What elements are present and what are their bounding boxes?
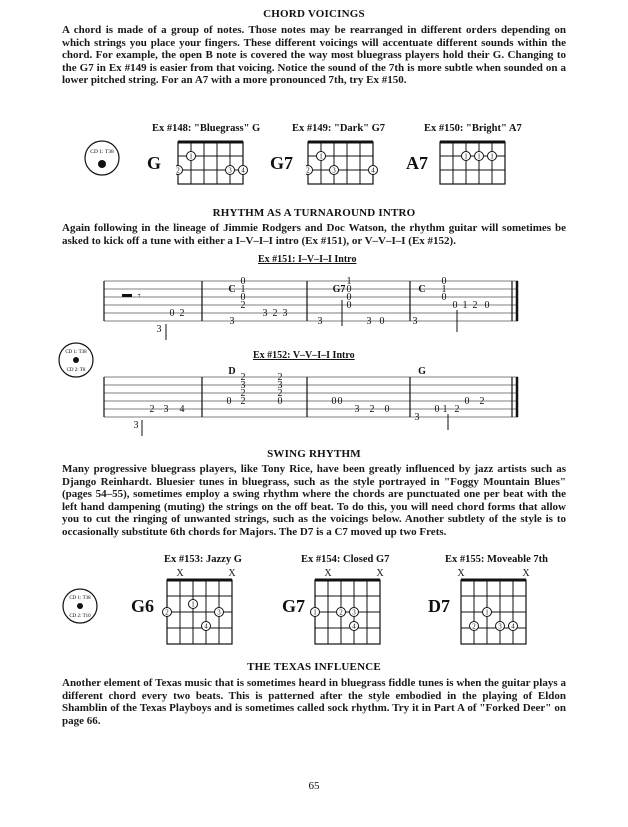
paragraph-texas-influence: Another element of Texas music that is sometimes heard in bluegrass fiddle tunes is when the guitar plays a different chord every two beats. This is patterned after the style embodied in the playing of Eldon Shamblin of the Texas Playboys and is sometimes called sock rhythm. Try it in Part A of "Forked Deer" on page 66. [62,677,566,727]
chord-diagram-g [176,140,248,188]
section-title-texas-influence: THE TEXAS INFLUENCE [247,661,381,673]
svg-text:3: 3 [240,380,246,391]
tab-chord-d: D [228,366,236,377]
svg-text:1: 1 [189,152,193,161]
svg-text:2: 2 [277,372,283,383]
svg-text:1: 1 [462,300,468,311]
svg-text:1: 1 [319,152,323,161]
svg-text:2: 2 [240,388,246,399]
svg-text:4: 4 [241,166,245,175]
cd-icon-3 [62,588,98,624]
svg-text:4: 4 [511,622,515,631]
tab-chord-c: C [228,284,236,295]
svg-text:3: 3 [366,316,372,327]
chord-name-g6: G6 [131,596,155,616]
svg-text:0: 0 [434,404,440,415]
example-label-150: Ex #150: "Bright" A7 [424,123,522,134]
chord-diagram-a7 [438,140,510,188]
svg-text:3: 3 [163,404,169,415]
svg-text:0: 0 [346,284,352,295]
svg-text:1: 1 [464,152,468,161]
paragraph-swing-rhythm: Many progressive bluegrass players, like Tony Rice, have been greatly influenced by jazz artists such as Django Reinhardt. Bluesier tunes in bluegrass, such as the style portrayed in "Foggy Mountain Blues" (pages 54–55), sometimes employ a swing rhythm where the chords are punctuated one per beat with the left hand dampening (muting) the strings on the off beat. To do this, you will need chord forms that allow you to cut the ringing of unwanted strings, such as the voicings below. Another subtlety of the style is to occasionally substitute 6th chords for Majors. The D7 is a C7 moved up two Frets. [62,463,566,538]
svg-text:1: 1 [191,600,195,609]
chord-diagram-g7-closed [310,566,390,648]
svg-text:2: 2 [240,300,246,311]
svg-text:2: 2 [179,308,185,319]
tab-chord-c-2: C [418,284,426,295]
svg-text:X: X [522,568,530,579]
tab-staff-152 [102,362,520,440]
svg-text:2: 2 [306,166,310,175]
svg-text:0: 0 [384,404,390,415]
svg-text:4: 4 [371,166,375,175]
svg-text:X: X [457,568,465,579]
svg-text:2: 2 [240,372,246,383]
chord-name-g7-closed: G7 [282,596,306,616]
section-title-rhythm-intro: RHYTHM AS A TURNAROUND INTRO [212,207,416,219]
cd-track-label-4: CD 2: T10 [69,614,91,619]
chord-diagram-d7 [456,566,536,648]
cd-track-label-3: CD 1: T38 [69,596,91,601]
cd-icon [84,140,120,176]
svg-text:X: X [324,568,332,579]
chord-diagram-g6 [162,566,242,648]
svg-text:X: X [228,568,236,579]
svg-text:0: 0 [441,276,447,287]
page-number: 65 [308,780,320,792]
paragraph-chord-voicings: A chord is made of a group of notes. Those notes may be rearranged in different orders depending on which strings you place your fingers. These different voicings will accentuate different sounds within the chord. For example, the open B note is covered the way most bluegrass players hold their G. Changing to the G7 in Ex #149 is easier from that voicing. Notice the sound of the 7th is more subtle when sounded on a lower pitched string. For an A7 with a more pronounced 7th, try Ex #150. [62,24,566,86]
svg-text:1: 1 [346,276,352,287]
svg-text:1: 1 [485,608,489,617]
svg-text:1: 1 [442,404,448,415]
svg-text:X: X [376,568,384,579]
svg-text:2: 2 [277,388,283,399]
svg-text:2: 2 [472,300,478,311]
svg-text:2: 2 [272,308,278,319]
svg-text:3: 3 [217,608,221,617]
tab-chord-g: G [418,366,426,377]
example-label-153: Ex #153: Jazzy G [164,554,242,565]
svg-text:0: 0 [484,300,490,311]
svg-text:4: 4 [204,622,208,631]
tab-chord-g7: G7 [332,284,346,295]
svg-text:3: 3 [414,412,420,423]
svg-text:3: 3 [317,316,323,327]
svg-text:0: 0 [346,300,352,311]
example-label-148: Ex #148: "Bluegrass" G [152,123,261,134]
svg-text:3: 3 [133,420,139,431]
example-label-155: Ex #155: Moveable 7th [445,554,548,565]
chord-name-g7: G7 [270,153,294,173]
svg-text:1: 1 [313,608,317,617]
tab-staff-151 [102,266,520,344]
cd-icon-2 [58,342,94,378]
svg-text:3: 3 [156,324,162,335]
svg-text:1: 1 [240,284,246,295]
svg-text:3: 3 [229,316,235,327]
svg-text:0: 0 [331,396,337,407]
svg-text:1: 1 [490,152,494,161]
svg-text:0: 0 [169,308,175,319]
svg-text:3: 3 [282,308,288,319]
svg-text:X: X [176,568,184,579]
svg-text:0: 0 [240,276,246,287]
chord-name-a7: A7 [406,153,428,173]
svg-text:0: 0 [346,292,352,303]
svg-text:3: 3 [412,316,418,327]
svg-text:3: 3 [228,166,232,175]
svg-text:2: 2 [369,404,375,415]
svg-text:4: 4 [352,622,356,631]
svg-text:1: 1 [477,152,481,161]
svg-text:0: 0 [452,300,458,311]
section-title-swing-rhythm: SWING RHYTHM [267,448,361,460]
cd-track-label-2: CD 2: T8 [66,368,86,373]
tab-title-152: Ex #152: V–V–I–I Intro [253,350,355,361]
svg-text:2: 2 [479,396,485,407]
svg-text:2: 2 [165,608,169,617]
chord-diagram-g7 [306,140,378,188]
chord-name-d7: D7 [428,596,450,616]
paragraph-rhythm-intro: Again following in the lineage of Jimmie Rodgers and Doc Watson, the rhythm guitar will sometimes be asked to kick off a tune with either a I–V–I–I intro (Ex #151), or V–V–I–I (Ex #152). [62,222,566,247]
svg-text:0: 0 [337,396,343,407]
svg-text:3: 3 [498,622,502,631]
svg-text:0: 0 [240,292,246,303]
svg-text:2: 2 [149,404,155,415]
section-title-chord-voicings: CHORD VOICINGS [263,8,365,20]
svg-text:2: 2 [176,166,180,175]
svg-text:4: 4 [179,404,185,415]
svg-text:3: 3 [277,380,283,391]
svg-text:0: 0 [379,316,385,327]
example-label-149: Ex #149: "Dark" G7 [292,123,386,134]
svg-text:2: 2 [339,608,343,617]
svg-text:0: 0 [226,396,232,407]
svg-text:3: 3 [352,608,356,617]
svg-text:1: 1 [441,284,447,295]
cd-track-label: CD 1: T38 [90,149,114,155]
svg-text:𝄾: 𝄾 [138,291,141,302]
svg-text:2: 2 [454,404,460,415]
svg-text:2: 2 [472,622,476,631]
chord-name-g: G [147,153,162,173]
svg-text:3: 3 [262,308,268,319]
example-label-154: Ex #154: Closed G7 [301,554,390,565]
svg-text:3: 3 [354,404,360,415]
svg-text:0: 0 [277,396,283,407]
svg-text:0: 0 [464,396,470,407]
tab-title-151: Ex #151: I–V–I–I Intro [258,254,357,265]
svg-text:2: 2 [240,396,246,407]
svg-text:0: 0 [441,292,447,303]
svg-text:3: 3 [332,166,336,175]
cd-track-label-1: CD 1: T38 [65,350,87,355]
